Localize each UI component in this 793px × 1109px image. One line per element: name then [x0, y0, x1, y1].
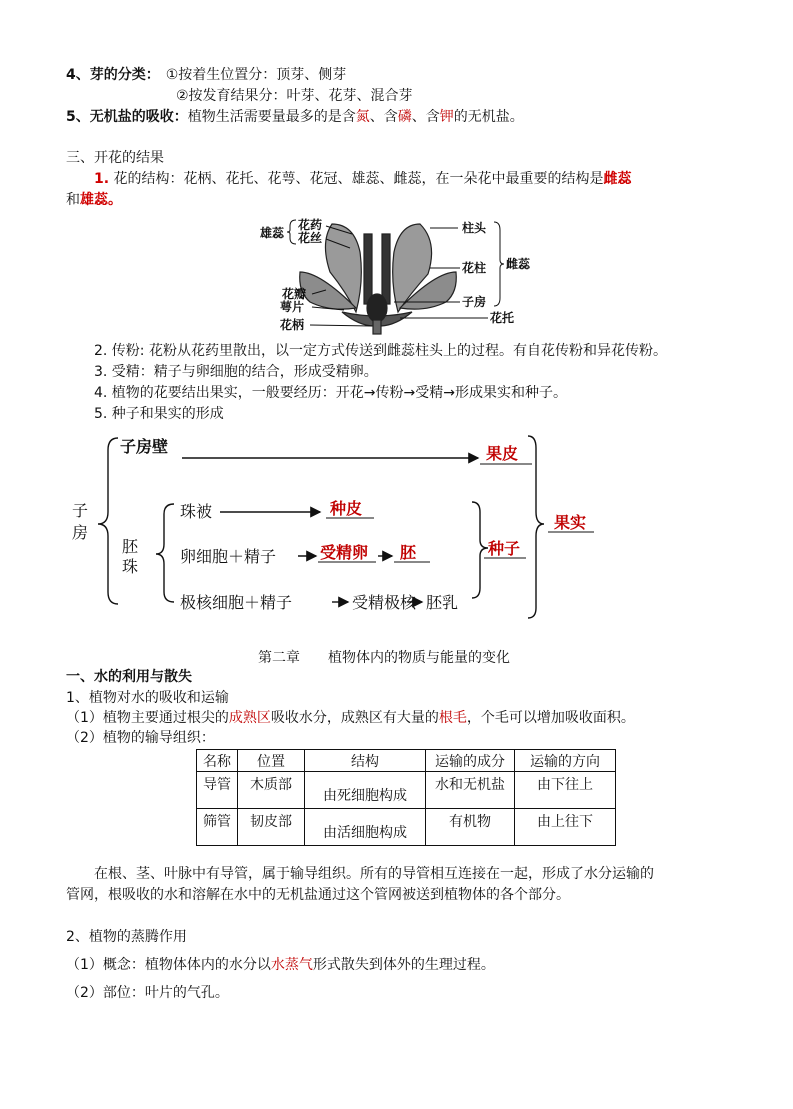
mineral-absorption [66, 107, 524, 127]
table-cell: 由上往下 [515, 809, 616, 846]
sep: 、含 [411, 109, 440, 125]
p1-a: （1）植物主要通过根尖的 [66, 710, 229, 726]
table-cell: 导管 [197, 772, 238, 809]
table-cell: 木质部 [238, 772, 305, 809]
table-cell: 水和无机盐 [426, 772, 515, 809]
table-cell: 筛管 [197, 809, 238, 846]
maturation-zone-red: 成熟区 [228, 710, 271, 726]
salt-text: 植物生活需要量最多的是含 [187, 109, 356, 125]
zygote-label: 受精卵 [320, 543, 369, 562]
ovary-wall-label: 子房壁 [120, 437, 169, 456]
table-header: 名称 [197, 750, 238, 772]
c1-a: （1）概念：植物体体内的水分以 [66, 957, 271, 973]
and-text: 和 [66, 192, 80, 208]
vessel-paragraph-line1: 在根、茎、叶脉中有导管，属于输导组织。所有的导管相互连接在一起，形成了水分运输的 [94, 866, 654, 882]
transpiration-site: （2）部位：叶片的气孔。 [66, 985, 229, 1001]
transpiration-title: 2、植物的蒸腾作用 [66, 929, 187, 945]
item1-text: 花的结构：花柄、花托、花萼、花冠、雄蕊、雌蕊，在一朵花中最重要的结构是 [109, 171, 604, 187]
table-row [197, 809, 616, 846]
label-ovary: 子房 [462, 295, 487, 309]
label-pistil: 雌蕊 [506, 257, 531, 271]
bud-line1: ①按着生位置分：顶芽、侧芽 [165, 67, 347, 83]
table-row [197, 772, 616, 809]
table-header: 运输的成分 [426, 750, 515, 772]
table-header: 位置 [238, 750, 305, 772]
pistil-red: 雌蕊 [603, 171, 632, 187]
label-stamen: 雄蕊 [260, 226, 285, 240]
salt-title: 5、无机盐的吸收： [66, 109, 188, 125]
table-header: 结构 [305, 750, 426, 772]
root-hair-red: 根毛 [438, 710, 467, 726]
process-line: 4. 植物的花要结出果实，一般要经历：开花→传粉→受精→形成果实和种子。 [94, 385, 567, 401]
polar-sperm-label: 极核细胞＋精子 [180, 593, 293, 612]
bud-classification [66, 65, 346, 85]
table-cell: 有机物 [426, 809, 515, 846]
label-anther: 花药 [298, 218, 323, 232]
section3-heading: 三、开花的结果 [66, 150, 164, 166]
label-petal: 花瓣 [282, 287, 307, 301]
seed-label: 种子 [488, 539, 521, 558]
ovule-char1: 胚 [122, 537, 139, 556]
conducting-tissue-table [196, 749, 616, 846]
salt-end: 的无机盐。 [453, 109, 524, 125]
label-pedicel: 花柄 [280, 318, 305, 332]
table-header-row [197, 750, 616, 772]
chapter2-title: 第二章 植物体内的物质与能量的变化 [258, 650, 510, 666]
phosphorus-red: 磷 [397, 109, 412, 125]
label-sepal: 萼片 [280, 300, 305, 314]
seed-fruit-formation: 5. 种子和果实的形成 [94, 406, 224, 422]
flower-structure-line [94, 169, 632, 189]
pollination-line: 2. 传粉: 花粉从花药里散出，以一定方式传送到雌蕊柱头上的过程。有自花传粉和异花传粉。 [94, 343, 667, 359]
egg-sperm-label: 卵细胞＋精子 [180, 547, 277, 566]
pericarp-label: 果皮 [486, 444, 519, 463]
fertilization-line: 3. 受精：精子与卵细胞的结合，形成受精卵。 [94, 364, 378, 380]
endosperm-label: 胚乳 [426, 593, 459, 612]
potassium-red: 钾 [439, 109, 454, 125]
ovary-development-diagram [70, 432, 630, 622]
table-cell: 由活细胞构成 [305, 809, 426, 846]
water-vapor-red: 水蒸气 [270, 957, 313, 973]
vessel-paragraph-line2: 管网，根吸收的水和溶解在水中的无机盐通过这个管网被送到植物体的各个部分。 [66, 887, 570, 903]
sep: 、含 [369, 109, 398, 125]
stamen-red: 雄蕊。 [80, 192, 122, 208]
ovary-char1: 子 [72, 501, 89, 520]
section-water-heading: 一、水的利用与散失 [66, 669, 192, 685]
label-stigma: 柱头 [462, 221, 487, 235]
p1-c: ，个毛可以增加吸收面积。 [466, 710, 635, 726]
fert-polar-label: 受精极核 [352, 593, 417, 612]
p1-b: 吸收水分，成熟区有大量的 [270, 710, 439, 726]
nitrogen-red: 氮 [355, 109, 370, 125]
embryo-label: 胚 [400, 543, 417, 562]
water-absorption-line [66, 708, 635, 728]
flower-structure-diagram [260, 212, 531, 334]
flower-structure-line2 [66, 190, 122, 210]
integument-label: 珠被 [180, 502, 213, 521]
bud-title: 4、芽的分类： [66, 67, 160, 83]
ovule-char2: 珠 [122, 557, 139, 576]
conducting-tissue-line: （2）植物的输导组织： [66, 730, 215, 746]
table-cell: 由下往上 [515, 772, 616, 809]
table-cell: 由死细胞构成 [305, 772, 426, 809]
water-sub1: 1、植物对水的吸收和运输 [66, 690, 229, 706]
transpiration-concept [66, 955, 495, 975]
fruit-label: 果实 [554, 513, 587, 532]
table-header: 运输的方向 [515, 750, 616, 772]
label-filament: 花丝 [298, 231, 323, 245]
ovary-char2: 房 [72, 523, 89, 542]
seed-coat-label: 种皮 [330, 499, 363, 518]
item1-num: 1. [94, 171, 110, 187]
c1-b: 形式散失到体外的生理过程。 [312, 957, 495, 973]
label-receptacle: 花托 [490, 311, 515, 325]
bud-line2: ②按发育结果分：叶芽、花芽、混合芽 [176, 88, 413, 104]
table-cell: 韧皮部 [238, 809, 305, 846]
label-style: 花柱 [462, 261, 487, 275]
